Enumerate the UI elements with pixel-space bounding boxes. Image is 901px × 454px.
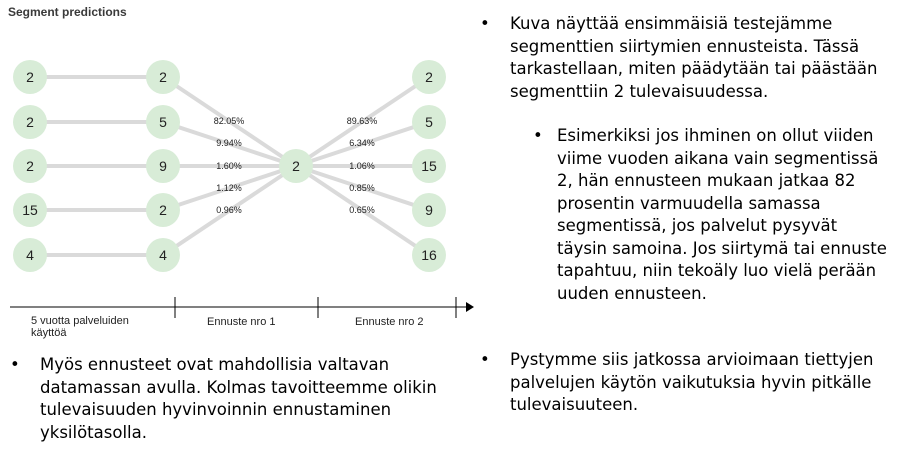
- node-label: 15: [421, 158, 437, 174]
- node-label: 2: [425, 69, 433, 85]
- node-label: 15: [22, 202, 38, 218]
- outbound-percentage-3: 0.85%: [349, 183, 375, 193]
- right-sub-bullets: [557, 125, 887, 305]
- node-col0-3: [13, 193, 47, 227]
- right-bullets-bottom: [510, 349, 885, 417]
- node-col0-2: [13, 149, 47, 183]
- node-col1-3: [146, 193, 180, 227]
- node-label: 16: [421, 247, 437, 263]
- node-col3-4: [412, 238, 446, 272]
- node-label: 2: [159, 69, 167, 85]
- node-col3-1: [412, 105, 446, 139]
- outbound-percentage-0: 89.63%: [346, 116, 378, 126]
- node-label: 4: [26, 247, 34, 263]
- node-label: 2: [159, 202, 167, 218]
- node-label: 2: [26, 114, 34, 130]
- node-label: 9: [425, 202, 433, 218]
- right-bullets-top: [510, 13, 885, 103]
- node-col1-0: [146, 60, 180, 94]
- node-label: 9: [159, 158, 167, 174]
- left-bullets: [40, 354, 440, 444]
- node-label: 2: [292, 158, 300, 174]
- axis-label-forecast-2: Ennuste nro 2: [355, 316, 424, 328]
- inbound-percentage-0: 82.05%: [213, 116, 245, 126]
- bullet-future-assessment: • Pystymme siis jatkossa arvioimaan tiettyjen palvelujen käytön vaikutuksia hyvin pitkälle tulevaisuuteen.: [510, 349, 885, 417]
- inbound-percentage-2: 1.60%: [216, 161, 242, 171]
- inbound-percentage-1: 9.94%: [216, 138, 242, 148]
- axis-label-history: 5 vuotta palveluiden käyttöä: [31, 315, 129, 339]
- bullet-predictions: • Myös ennusteet ovat mahdollisia valtavan datamassan avulla. Kolmas tavoitteemme olikin tulevaisuuden hyvinvoinnin ennustaminen yksilötasolla.: [40, 354, 440, 444]
- outbound-percentage-1: 6.34%: [349, 138, 375, 148]
- sub-bullet-example: • Esimerkiksi jos ihminen on ollut viiden viime vuoden aikana vain segmentissä 2, hän ennusteen mukaan jatkaa 82 prosentin varmuudella samassa segmentissä, jos palvelut pysyvät täysin samoina. Jos siirtymä tai ennuste tapahtuu, niin tekoäly luo vielä perään uuden ennusteen.: [557, 125, 887, 305]
- axis-label-forecast-1: Ennuste nro 1: [207, 316, 276, 328]
- outbound-percentage-4: 0.65%: [349, 205, 375, 215]
- bullet-figure-description: • Kuva näyttää ensimmäisiä testejämme segmenttien siirtymien ennusteista. Tässä tarkastellaan, miten päädytään tai päästään segmenttiin 2 tulevaisuudessa.: [510, 13, 885, 103]
- node-col0-0: [13, 60, 47, 94]
- node-col3-3: [412, 193, 446, 227]
- node-label: 5: [425, 114, 433, 130]
- node-col1-4: [146, 238, 180, 272]
- node-label: 5: [159, 114, 167, 130]
- inbound-percentage-3: 1.12%: [216, 183, 242, 193]
- diagram-title: Segment predictions: [8, 5, 127, 19]
- outbound-percentage-2: 1.06%: [349, 161, 375, 171]
- node-col0-1: [13, 105, 47, 139]
- inbound-percentage-4: 0.96%: [216, 205, 242, 215]
- node-col2-0: [279, 149, 313, 183]
- node-label: 2: [26, 158, 34, 174]
- node-label: 2: [26, 69, 34, 85]
- node-col3-2: [412, 149, 446, 183]
- node-col0-4: [13, 238, 47, 272]
- node-label: 4: [159, 247, 167, 263]
- segment-diagram: [0, 0, 480, 340]
- node-col3-0: [412, 60, 446, 94]
- node-col1-2: [146, 149, 180, 183]
- node-col1-1: [146, 105, 180, 139]
